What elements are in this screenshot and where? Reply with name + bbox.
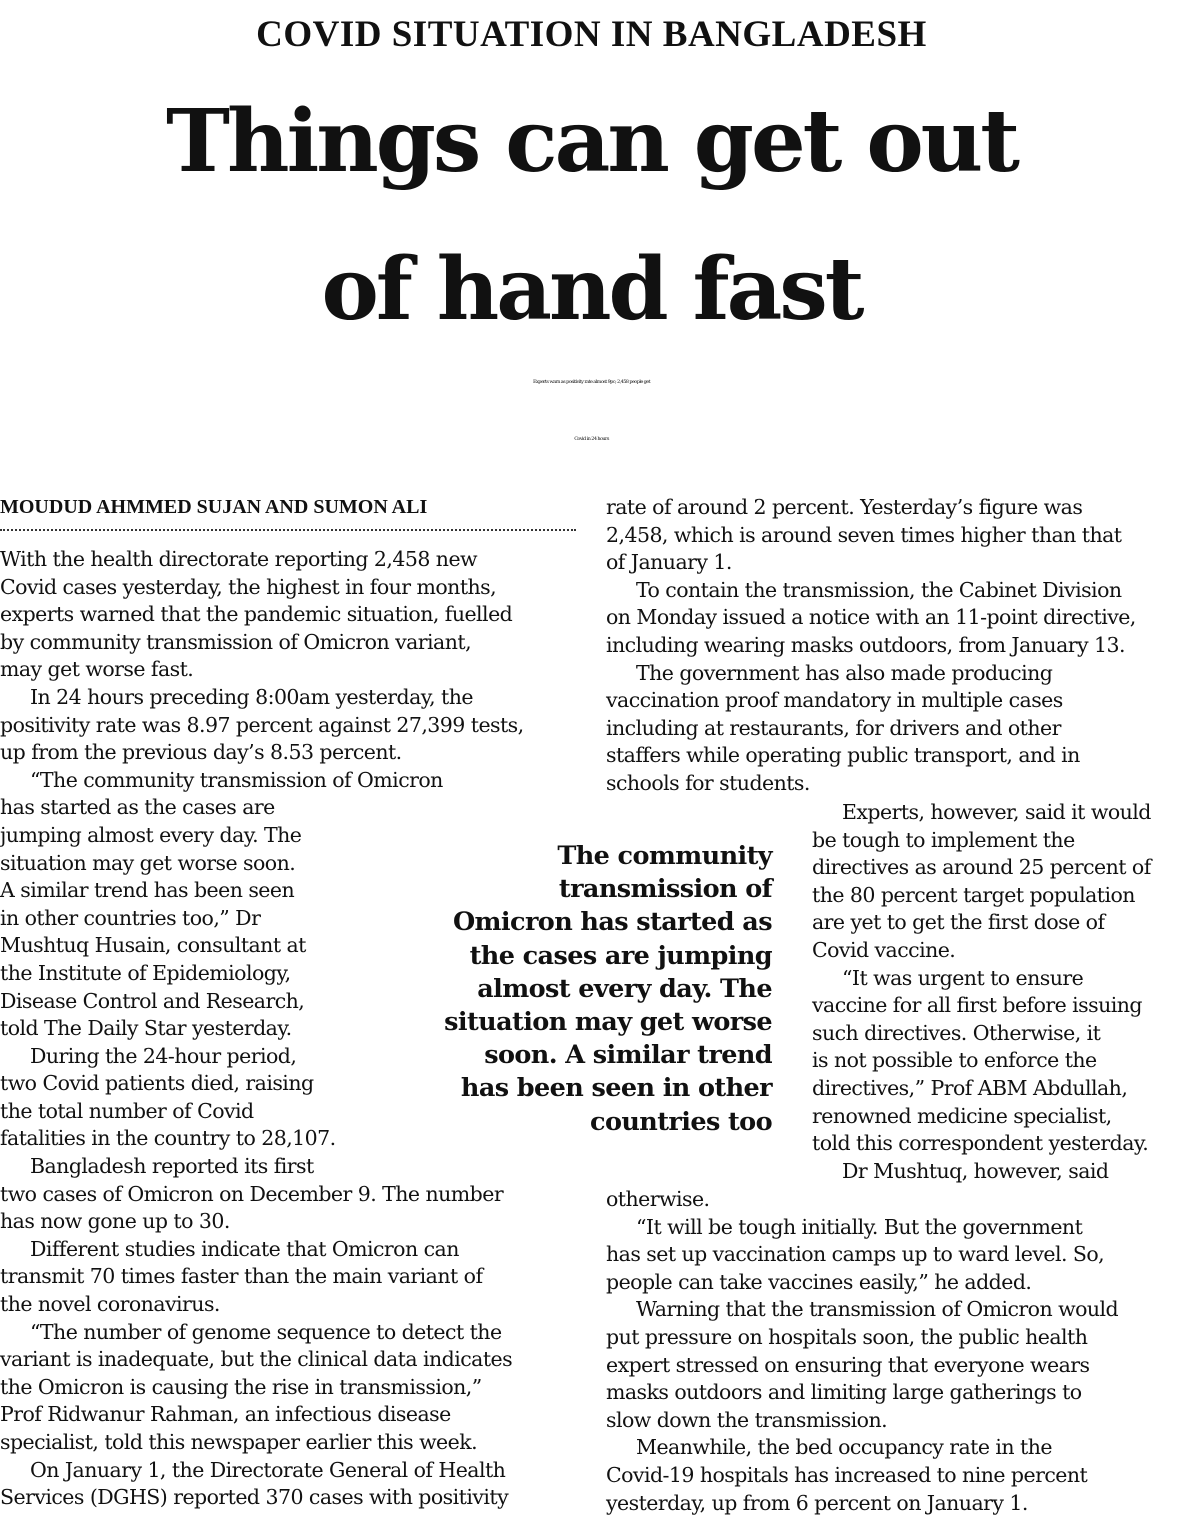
body-text-line: To contain the transmission, the Cabinet Division — [636, 577, 1122, 602]
pull-quote-line: has been seen in other — [460, 1073, 772, 1104]
body-text-line: directives,” Prof ABM Abdullah, — [812, 1075, 1128, 1100]
body-text-line: the 80 percent target population — [812, 882, 1135, 907]
body-text-line: the Omicron is causing the rise in transmission,” — [0, 1374, 482, 1399]
body-text-line: “It was urgent to ensure — [842, 965, 1084, 990]
body-text-line: staffers while operating public transport, and in — [606, 743, 1080, 768]
body-column-right-narrow — [812, 799, 1183, 1185]
body-text-line: the total number of Covid — [0, 1098, 254, 1123]
pull-quote-line: situation may get worse — [444, 1007, 772, 1038]
body-text-line: directives as around 25 percent of — [812, 855, 1151, 880]
body-text-line: are yet to get the first dose of — [812, 910, 1105, 935]
body-text-line: up from the previous day’s 8.53 percent. — [0, 740, 402, 765]
body-text-line: schools for students. — [606, 770, 810, 795]
body-text-line: otherwise. — [606, 1187, 710, 1211]
body-text-line: “The number of genome sequence to detect the — [30, 1319, 502, 1344]
body-text-line: positivity rate was 8.97 percent against 27,399 tests, — [0, 712, 524, 737]
body-text-line: Bangladesh reported its first — [30, 1154, 314, 1179]
pull-quote-line: the cases are jumping — [469, 940, 772, 971]
body-text-line: renowned medicine specialist, — [812, 1103, 1112, 1128]
body-text-line: variant is inadequate, but the clinical data indicates — [0, 1347, 513, 1372]
body-text-line: Covid cases yesterday, the highest in four months, — [0, 574, 497, 599]
body-text-line: yesterday, up from 6 percent on January 1. — [606, 1490, 1028, 1515]
body-text-line: of January 1. — [606, 550, 732, 575]
body-text-line: Dr Mushtuq, however, said — [842, 1158, 1109, 1183]
body-text-line: has set up vaccination camps up to ward level. So, — [606, 1242, 1105, 1267]
body-text-line: fatalities in the country to 28,107. — [0, 1126, 336, 1151]
body-text-line: Warning that the transmission of Omicron would — [636, 1297, 1119, 1322]
section-kicker: COVID SITUATION IN BANGLADESH — [256, 14, 927, 55]
body-text-line: on Monday issued a notice with an 11-point directive, — [606, 605, 1136, 630]
body-text-line: may get worse fast. — [0, 657, 194, 682]
body-text-line: specialist, told this newspaper earlier this week. — [0, 1430, 478, 1454]
body-text-line: by community transmission of Omicron variant, — [0, 629, 472, 654]
body-text-line: has now gone up to 30. — [0, 1209, 230, 1234]
body-text-line: including at restaurants, for drivers and other — [606, 715, 1061, 740]
body-text-line: has started as the cases are — [0, 795, 275, 820]
headline-line: of hand fast — [321, 239, 862, 340]
body-text-line: be tough to implement the — [812, 827, 1075, 852]
body-text-line: is not possible to enforce the — [812, 1048, 1097, 1073]
body-text-line: people can take vaccines easily,” he added. — [606, 1269, 1032, 1294]
body-text-line: Covid-19 hospitals has increased to nine percent — [606, 1462, 1088, 1487]
body-text-line: including wearing masks outdoors, from January 13. — [606, 632, 1125, 657]
body-text-line: On January 1, the Directorate General of Health — [30, 1457, 506, 1482]
body-column-right-top — [606, 494, 1183, 798]
body-text-line: Services (DGHS) reported 370 cases with positivity — [0, 1485, 509, 1510]
body-text-line: jumping almost every day. The — [0, 822, 302, 847]
body-text-line: Different studies indicate that Omicron can — [30, 1236, 459, 1261]
body-text-line: told this correspondent yesterday. — [812, 1131, 1149, 1156]
body-text-line: in other countries too,” Dr — [0, 905, 261, 930]
headline-line: Things can get out — [166, 91, 1017, 192]
pull-quote-line: soon. A similar trend — [484, 1040, 772, 1071]
pull-quote-line: countries too — [590, 1106, 772, 1137]
body-text-line: situation may get worse soon. — [0, 850, 296, 875]
body-text-line: Meanwhile, the bed occupancy rate in the — [636, 1435, 1052, 1460]
body-text-line: rate of around 2 percent. Yesterday’s figure was — [606, 495, 1083, 519]
pull-quote-line: almost every day. The — [477, 973, 772, 1004]
headline — [0, 68, 1183, 364]
byline-divider — [0, 529, 576, 531]
body-text-line: With the health directorate reporting 2,458 new — [0, 547, 478, 571]
body-text-line: expert stressed on ensuring that everyone wears — [606, 1352, 1090, 1377]
body-text-line: In 24 hours preceding 8:00am yesterday, the — [30, 684, 473, 709]
pull-quote — [396, 840, 772, 1139]
body-text-line: Prof Ridwanur Rahman, an infectious disease — [0, 1402, 451, 1427]
body-text-line: the Institute of Epidemiology, — [0, 960, 291, 985]
body-text-line: Experts, however, said it would — [842, 800, 1151, 824]
body-text-line: vaccine for all first before issuing — [812, 993, 1143, 1018]
body-text-line: The government has also made producing — [636, 660, 1053, 685]
pull-quote-line: Omicron has started as — [452, 907, 772, 938]
subheadline — [0, 354, 1183, 468]
body-text-line: “It will be tough initially. But the government — [636, 1214, 1083, 1239]
body-text-line: two cases of Omicron on December 9. The number — [0, 1181, 504, 1206]
body-text-line: such directives. Otherwise, it — [812, 1020, 1101, 1045]
body-text-line: vaccination proof mandatory in multiple cases — [606, 688, 1063, 713]
pull-quote-line: transmission of — [558, 874, 772, 905]
body-text-line: During the 24-hour period, — [30, 1043, 297, 1068]
body-text-line: 2,458, which is around seven times higher than that — [606, 522, 1122, 547]
subheadline-line: Experts warn as positivity rate almost 9pc; 2,458 people get — [532, 379, 651, 385]
body-text-line: masks outdoors and limiting large gatherings to — [606, 1380, 1082, 1405]
body-text-line: Covid vaccine. — [812, 937, 956, 962]
body-text-line: the novel coronavirus. — [0, 1292, 220, 1317]
pull-quote-line: The community — [557, 841, 772, 871]
body-text-line: “The community transmission of Omicron — [30, 767, 443, 792]
body-text-line: told The Daily Star yesterday. — [0, 1016, 292, 1041]
body-text-line: transmit 70 times faster than the main variant of — [0, 1264, 483, 1289]
body-text-line: slow down the transmission. — [606, 1407, 888, 1432]
subheadline-line: Covid in 24 hours — [574, 436, 609, 442]
body-text-line: A similar trend has been seen — [0, 878, 295, 903]
body-text-line: put pressure on hospitals soon, the public health — [606, 1324, 1088, 1349]
body-text-line: experts warned that the pandemic situation, fuelled — [0, 602, 513, 627]
body-text-line: Disease Control and Research, — [0, 988, 305, 1013]
byline: MOUDUD AHMMED SUJAN AND SUMON ALI — [0, 496, 428, 518]
body-column-right-bottom — [606, 1186, 1183, 1517]
body-text-line: two Covid patients died, raising — [0, 1071, 314, 1096]
body-text-line: Mushtuq Husain, consultant at — [0, 933, 306, 958]
